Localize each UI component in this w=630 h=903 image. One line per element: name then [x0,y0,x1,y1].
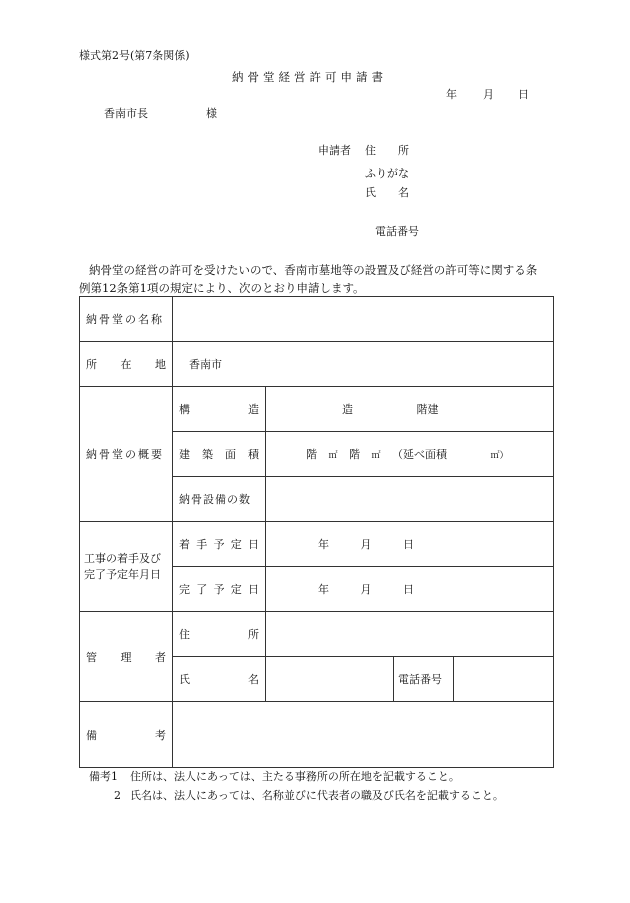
end-date-field[interactable]: 年 月 日 [266,567,554,612]
date-day-label: 日 [518,88,529,101]
note-1-text: 住所は、法人にあっては、主たる事務所の所在地を記載すること。 [130,770,460,783]
applicant-furigana-label: ふりがな [365,167,409,180]
applicant-address-label-2: 所 [398,144,409,157]
ossuary-name-field[interactable] [173,297,554,342]
remarks-label: 備 考 [80,702,173,768]
equipment-count-label: 納骨設備の数 [173,477,266,522]
end-date-label: 完 了 予 定 日 [173,567,266,612]
remarks-field[interactable] [173,702,554,768]
table-row [80,702,554,768]
location-label: 所 在 地 [80,342,173,387]
manager-name-field[interactable] [266,657,394,702]
manager-address-label: 住 所 [173,612,266,657]
manager-address-field[interactable] [266,612,554,657]
structure-label: 構 造 [173,387,266,432]
construction-dates-label: 工事の着手及び 完了予定年月日 [80,522,173,612]
building-area-field[interactable]: 階 ㎡ 階 ㎡ （延べ面積 ㎡） [266,432,554,477]
body-text-line-2: 例第12条第1項の規定により、次のとおり申請します。 [79,281,365,295]
date-year-label: 年 [446,88,457,101]
addressee-honorific: 様 [206,107,217,120]
applicant-name-label-1: 氏 [365,186,376,199]
body-text-line-1: 納骨堂の経営の許可を受けたいので、香南市墓地等の設置及び経営の許可等に関する条 [89,263,538,277]
note-1-prefix: 備考1 [89,770,118,783]
manager-label: 管 理 者 [80,612,173,702]
form-title: 納骨堂経営許可申請書 [232,70,387,84]
table-row [80,522,554,567]
building-area-label: 建 築 面 積 [173,432,266,477]
note-2-text: 氏名は、法人にあっては、名称並びに代表者の職及び氏名を記載すること。 [130,789,504,802]
manager-phone-label: 電話番号 [394,657,454,702]
equipment-count-field[interactable] [266,477,554,522]
form-number: 様式第2号(第7条関係) [79,49,190,62]
start-date-field[interactable]: 年 月 日 [266,522,554,567]
table-row [80,342,554,387]
manager-phone-field[interactable] [454,657,554,702]
manager-name-label: 氏 名 [173,657,266,702]
application-table [79,296,554,768]
overview-label: 納骨堂の概要 [80,387,173,522]
applicant-name-label-2: 名 [398,186,409,199]
addressee-name: 香南市長 [104,107,148,120]
table-row [80,297,554,342]
location-field[interactable]: 香南市 [173,342,554,387]
date-month-label: 月 [483,88,494,101]
table-row [80,387,554,432]
structure-field[interactable]: 造 階建 [266,387,554,432]
applicant-phone-label: 電話番号 [375,225,419,238]
ossuary-name-label: 納骨堂の名称 [80,297,173,342]
note-2-prefix: 2 [114,789,121,802]
applicant-label: 申請者 [318,144,351,157]
start-date-label: 着 手 予 定 日 [173,522,266,567]
table-row [80,612,554,657]
applicant-address-label-1: 住 [365,144,376,157]
